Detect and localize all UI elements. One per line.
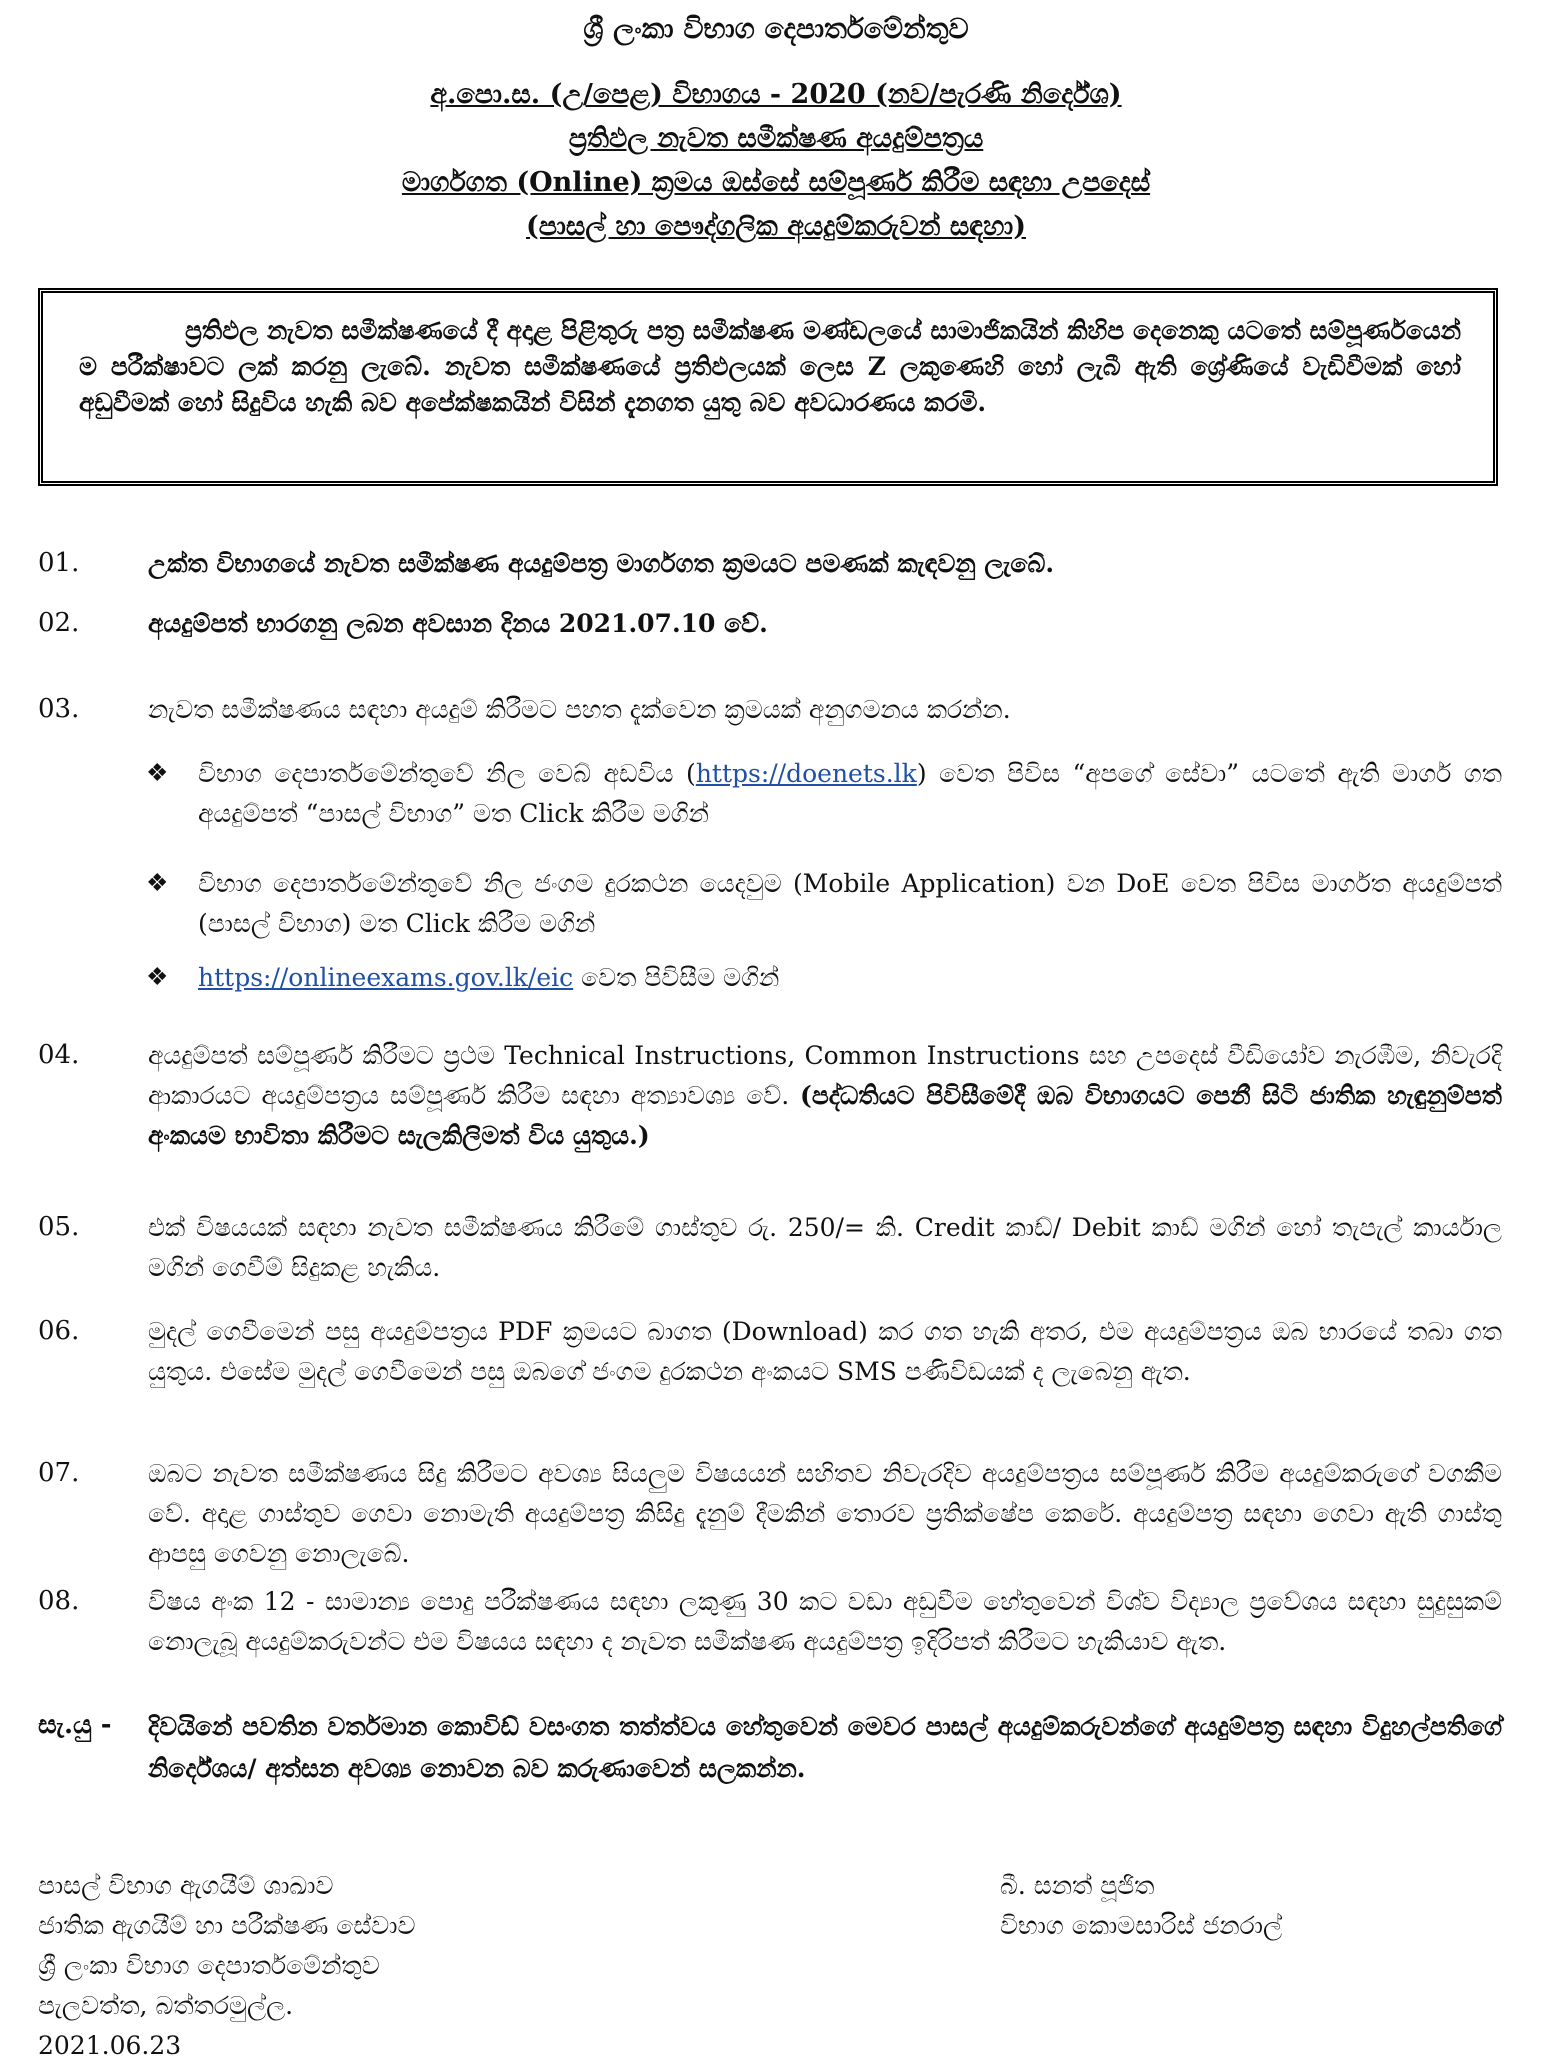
subject-title: ප්‍රතිඵල නැවත සමීක්ෂණ අයදුම්පත්‍රය (568, 123, 984, 154)
issuer-branch: පාසල් විභාග ඇගයීම් ශාඛාව (38, 1871, 334, 1900)
item-text-08: විෂය අංක 12 - සාමාන්‍ය පොදු පරීක්ෂණය සඳහා ලකුණු 30 කට වඩා අඩුවීම හේතුවෙන් විශ්ව විද්‍යාල ප්‍රවේශය සඳහා සුදුසුකම් නොලැබූ අයදුම්කරුවන්ට එම විෂයය සඳහා ද නැවත සමීක්ෂණ අයදුම්පත්‍ර ඉදිරිපත් කිරීමට හැකියාව ඇත. (148, 1587, 1502, 1656)
issuer-service: ජාතික ඇගයීම් හා පරීක්ෂණ සේවාව (38, 1911, 416, 1940)
item-number-07: 07. (38, 1458, 80, 1488)
method-website-text-post: ) වෙත පිවිස “අපගේ සේවා” යටතේ ඇති මාර්ග ගත අයදුම්පත් “පාසල් විභාග” මත Click කිරීම මගින් (198, 759, 1503, 828)
method-online-exams-text: වෙත පිවිසීම මගින් (581, 963, 780, 992)
issuer-department: ශ්‍රී ලංකා විභාග දෙපාර්තමේන්තුව (38, 1951, 380, 1980)
item-number-02: 02. (38, 608, 80, 638)
item-text-04-bold: (පද්ධතියට පිවිසීමේදී ඔබ විභාගයට පෙනී සිටි ජාතික හැඳුනුම්පත් අංකයම භාවිතා කිරීමට සැලකිලිමත් විය යුතුය.) (148, 1081, 1502, 1150)
onlineexams-link[interactable]: https://onlineexams.gov.lk/eic (198, 963, 574, 992)
signatory-title: විභාග කොමසාරිස් ජනරාල් (1000, 1911, 1283, 1940)
notice-box (38, 288, 1498, 486)
signatory-block (1000, 1866, 1282, 1946)
method-mobile-app: විභාග දෙපාර්තමේන්තුවේ නිල ජංගම දුරකථන යෙදවුම (Mobile Application) වන DoE වෙත පිවිස මාර්ගත අයදුම්පත් (පාසල් විභාග) මත Click කිරීම මගින් (198, 869, 1502, 938)
item-text-04 (148, 1036, 1502, 1156)
bullet-icon: ❖ (146, 758, 169, 787)
note-label: සැ.යු - (38, 1710, 112, 1740)
bullet-icon: ❖ (146, 962, 169, 991)
doenets-link[interactable]: https://doenets.lk (695, 759, 917, 788)
item-text-04-main: අයදුම්පත් සම්පූර්ණ කිරීමට ප්‍රථම Technical Instructions, Common Instructions සහ උපදෙස් වීඩියෝව නැරඹීම, නිවැරදි ආකාරයට අයදුම්පත්‍රය සම්පූර්ණ කිරීම සඳහා අත්‍යාවශ්‍ය වේ. (148, 1041, 1502, 1110)
item-number-01: 01. (38, 548, 80, 578)
method-online-exams (198, 958, 1502, 998)
signatory-name: බී. සනත් පූජිත (1000, 1871, 1155, 1900)
note-text: දිවයිනේ පවතින වර්තමාන කොවිඩ් වසංගත තත්ත්වය හේතුවෙන් මෙවර පාසල් අයදුම්කරුවන්ගේ අයදුම්පත්‍ර සඳහා විදුහල්පතිගේ නිර්දේශය/ අත්සන අවශ්‍ය නොවන බව කරුණාවෙන් සලකන්න. (148, 1712, 1502, 1783)
item-text-07: ඔබට නැවත සමීක්ෂණය සිදු කිරීමට අවශ්‍ය සියලුම විෂයයන් සහිතව නිවැරදිව අයදුම්පත්‍රය සම්පූර්ණ කිරීම අයදුම්කරුගේ වගකීම වේ. අදාළ ගාස්තුව ගෙවා නොමැති අයදුම්පත්‍ර කිසිදු දැනුම් දීමකින් තොරව ප්‍රතික්ෂේප කෙරේ. අයදුම්පත්‍ර සඳහා ගෙවා ඇති ගාස්තු ආපසු ගෙවනු නොලැබේ. (148, 1459, 1502, 1568)
notice-text: ප්‍රතිඵල නැවත සමීක්ෂණයේ දී අදාළ පිළිතුරු පත්‍ර සමීක්ෂණ මණ්ඩලයේ සාමාජිකයින් කිහිප දෙනෙකු යටතේ සම්පූර්ණයෙන් ම පරීක්ෂාවට ලක් කරනු ලැබේ. නැවත සමීක්ෂණයේ ප්‍රතිඵලයක් ලෙස Z ලකුණෙහි හෝ ලැබී ඇති ශ්‍රේණියේ වැඩිවීමක් හෝ අඩුවීමක් හෝ සිදුවිය හැකි බව අපේක්ෂකයින් විසින් දැනගත යුතු බව අවධාරණය කරමි. (79, 316, 1461, 417)
exam-title: අ.පො.ස. (උ/පෙළ) විභාගය - 2020 (නව/පැරණි නිර්දේශ) (430, 79, 1122, 110)
item-text-05: එක් විෂයයක් සඳහා නැවත සමීක්ෂණය කිරීමේ ගාස්තුව රු. 250/= කි. Credit කාඩ්/ Debit කාඩ් මගින් හෝ තැපැල් කාර්යාල මගින් ගෙවීම් සිදුකළ හැකිය. (148, 1213, 1502, 1282)
item-text-01: උක්ත විභාගයේ නැවත සමීක්ෂණ අයදුම්පත්‍ර මාර්ගගත ක්‍රමයට පමණක් කැඳවනු ලැබේ. (148, 549, 1055, 578)
instruction-title: මාර්ගගත (Online) ක්‍රමය ඔස්සේ සම්පූර්ණ කිරීම සඳහා උපදෙස් (401, 167, 1151, 198)
item-text-02: අයදුම්පත් භාරගනු ලබන අවසාන දිනය 2021.07.10 වේ. (148, 609, 768, 638)
item-number-06: 06. (38, 1316, 80, 1346)
method-website-text-pre: විභාග දෙපාර්තමේන්තුවේ නිල වෙබ් අඩවිය ( (198, 759, 696, 788)
item-number-08: 08. (38, 1586, 80, 1616)
department-heading: ශ්‍රී ලංකා විභාග දෙපාර්තමේන්තුව (583, 12, 969, 45)
item-number-03: 03. (38, 694, 80, 724)
item-number-05: 05. (38, 1212, 80, 1242)
audience-title: (පාසල් හා පෞද්ගලික අයදුම්කරුවන් සඳහා) (526, 211, 1026, 242)
issuer-location: පැලවත්ත, බත්තරමුල්ල. (38, 1991, 294, 2020)
item-text-06: මුදල් ගෙවීමෙන් පසු අයදුම්පත්‍රය PDF ක්‍රමයට බාගත (Download) කර ගත හැකි අතර, එම අයදුම්පත්‍රය ඔබ භාරයේ තබා ගත යුතුය. එසේම මුදල් ගෙවීමෙන් පසු ඔබගේ ජංගම දුරකථන අංකයට SMS පණිවිඩයක් ද ලැබෙනු ඇත. (148, 1317, 1502, 1386)
issue-date: 2021.06.23 (38, 2031, 182, 2060)
method-website (198, 754, 1502, 834)
bullet-icon: ❖ (146, 868, 169, 897)
item-number-04: 04. (38, 1040, 80, 1070)
item-text-03: නැවත සමීක්ෂණය සඳහා අයදුම් කිරීමට පහත දැක්වෙන ක්‍රමයක් අනුගමනය කරන්න. (148, 695, 1011, 724)
issuer-address-block (38, 1866, 415, 2066)
